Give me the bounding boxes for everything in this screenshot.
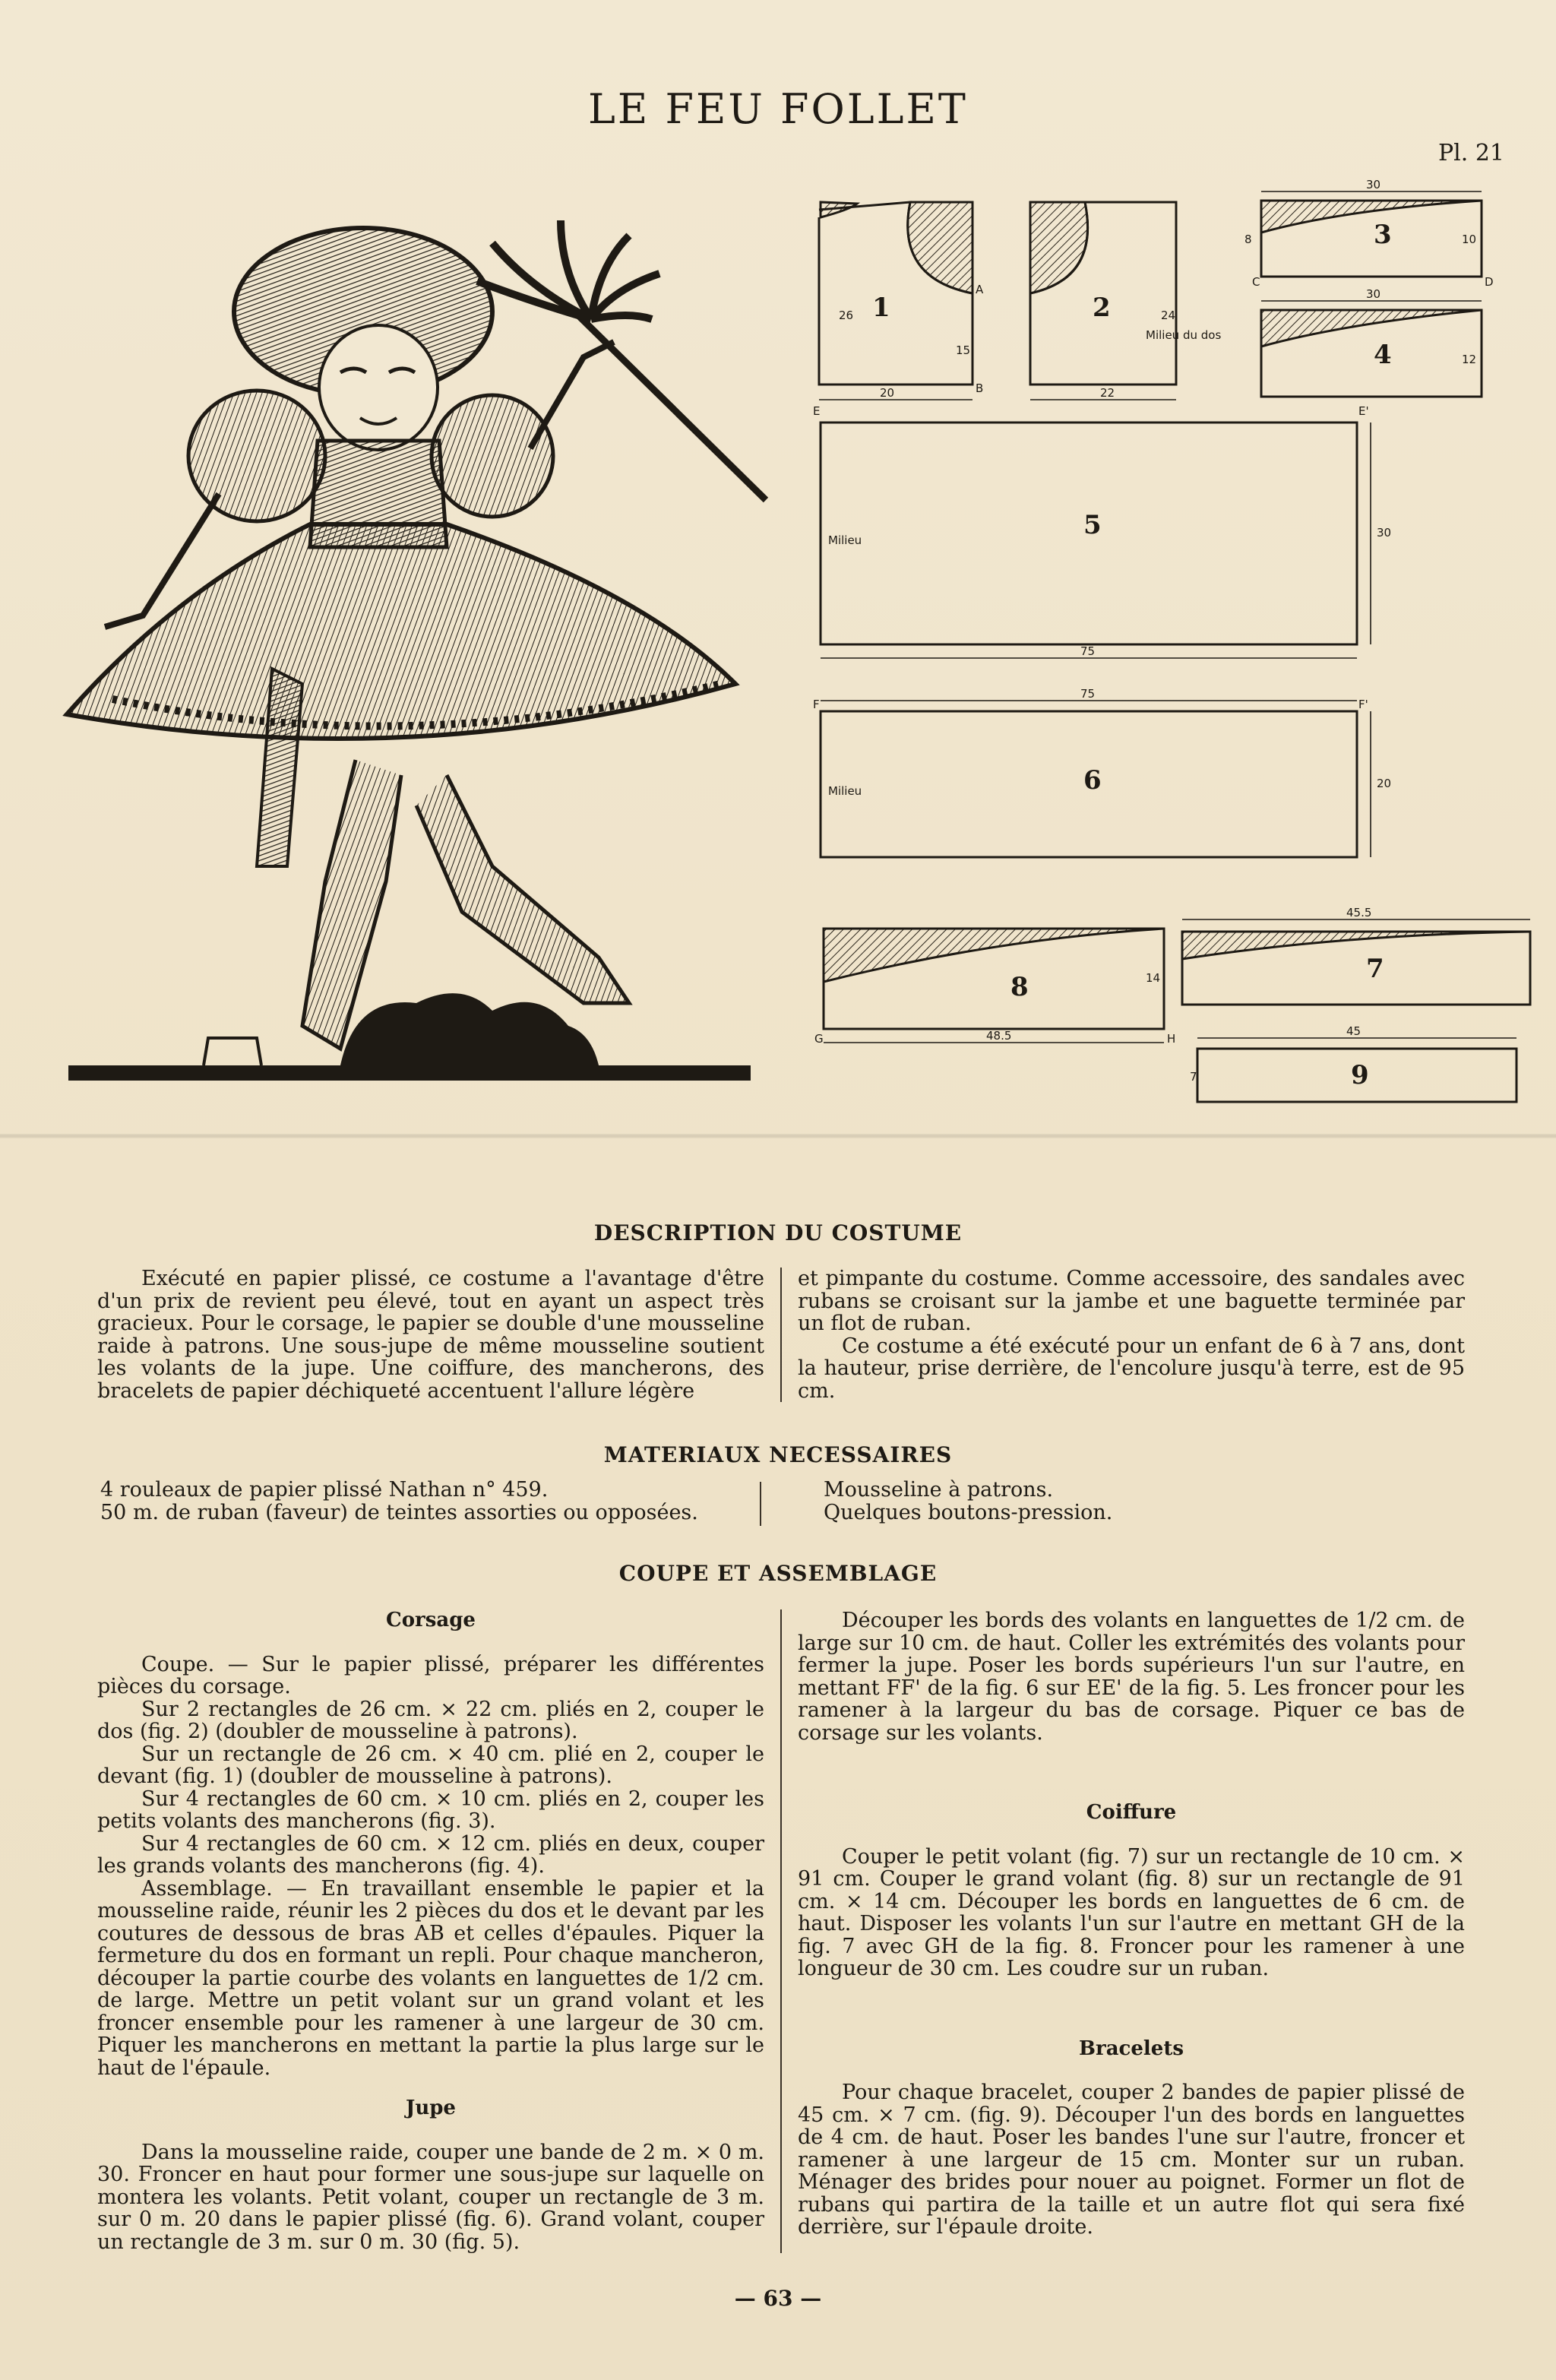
description-right bbox=[798, 1268, 1465, 1402]
point-f-prime: F' bbox=[1358, 698, 1368, 711]
costume-illustration bbox=[67, 198, 766, 1091]
dim-30: 30 bbox=[1366, 178, 1381, 191]
corsage-paragraph: Sur un rectangle de 26 cm. × 40 cm. plié en 2, couper le devant (fig. 1) (doubler de mousseline à patrons). bbox=[97, 1742, 764, 1788]
subheading-jupe: Jupe bbox=[406, 2097, 456, 2119]
subheading-corsage: Corsage bbox=[386, 1609, 476, 1632]
materials-right bbox=[824, 1479, 1431, 1524]
dim-45-5: 45.5 bbox=[1346, 906, 1372, 919]
dim-30-skirt: 30 bbox=[1377, 526, 1392, 540]
assembly-right bbox=[798, 1609, 1465, 2253]
dim-48-5: 48.5 bbox=[986, 1029, 1012, 1043]
jupe-paragraph: Dans la mousseline raide, couper une bande de 2 m. × 0 m. 30. Froncer en haut pour former une sous-jupe sur laquelle on montera les volants. Petit volant, couper un rectangle de 3 m. sur 0 m. 20 dans le papier plissé (fig. 6). Grand volant, couper un rectangle de 3 m. sur 0 m. 30 (fig. 5). bbox=[97, 2140, 764, 2254]
assembly-columns bbox=[97, 1609, 1465, 2253]
point-b: B bbox=[976, 381, 984, 395]
piece-number-3: 3 bbox=[1374, 220, 1392, 250]
label-milieu-6: Milieu bbox=[828, 784, 862, 798]
dim-22: 22 bbox=[1100, 386, 1115, 400]
point-g: G bbox=[814, 1032, 824, 1046]
point-e: E bbox=[813, 404, 821, 418]
page-number: — 63 — bbox=[734, 2286, 822, 2311]
column-divider bbox=[780, 1268, 782, 1402]
jupe-continued-paragraph: Découper les bords des volants en languettes de 1/2 cm. de large sur 10 cm. de haut. Coller les extrémités des volants pour fermer la jupe. Poser les bords supérieurs l'un sur l'autre, en mettant FF' de la fig. 6 sur EE' de la fig. 5. Les froncer pour les ramener à la largeur du bas de corsage. Piquer ce bas de corsage sur les volants. bbox=[798, 1609, 1465, 1745]
corsage-paragraph: Sur 2 rectangles de 26 cm. × 22 cm. pliés en 2, couper le dos (fig. 2) (doubler de mousseline à patrons). bbox=[97, 1697, 764, 1743]
label-milieu-dos: Milieu du dos bbox=[1146, 328, 1222, 342]
corsage-paragraph: Sur 4 rectangles de 60 cm. × 12 cm. pliés en deux, couper les grands volants des mancherons (fig. 4). bbox=[97, 1831, 764, 1878]
dim-8: 8 bbox=[1244, 233, 1252, 246]
pattern-diagrams bbox=[811, 178, 1533, 1111]
piece-number-6: 6 bbox=[1083, 765, 1102, 796]
dim-45: 45 bbox=[1346, 1024, 1362, 1038]
page-fold bbox=[0, 1134, 1556, 1138]
bracelets-paragraph: Pour chaque bracelet, couper 2 bandes de papier plissé de 45 cm. × 7 cm. (fig. 9). Découper l'un des bords en languettes de 4 cm. de haut. Poser les bandes l'une sur l'autre, froncer et ramener à une largeur de 15 cm. Monter sur un ruban. Ménager des brides pour nouer au poignet. Former un flot de rubans qui partira de la taille et un autre flot qui sera fixé derrière, sur l'épaule droite. bbox=[798, 2081, 1465, 2239]
dim-15: 15 bbox=[956, 343, 971, 357]
subheading-bracelets: Bracelets bbox=[1079, 2037, 1184, 2060]
dim-26: 26 bbox=[839, 309, 854, 322]
heading-materials: MATERIAUX NECESSAIRES bbox=[603, 1442, 953, 1467]
column-divider bbox=[760, 1482, 761, 1526]
subheading-coiffure: Coiffure bbox=[1086, 1801, 1177, 1824]
corsage-paragraph: Assemblage. — En travaillant ensemble le papier et la mousseline raide, réunir les 2 pièces du dos et le devant par les coutures de dessous de bras AB et celles d'épaules. Piquer la fermeture du dos en formant un repli. Pour chaque mancheron, découper la partie courbe des volants en languettes de 1/2 cm. de large. Mettre un petit volant sur un grand volant et les froncer ensemble pour les ramener à une largeur de 30 cm. Piquer les mancherons en mettant la partie la plus large sur le haut de l'épaule. bbox=[97, 1876, 764, 2080]
point-a: A bbox=[976, 283, 984, 296]
point-e-prime: E' bbox=[1358, 404, 1369, 418]
corsage-paragraph: Sur 4 rectangles de 60 cm. × 10 cm. pliés en 2, couper les petits volants des mancherons (fig. 3). bbox=[97, 1787, 764, 1833]
dim-14: 14 bbox=[1146, 971, 1161, 985]
dim-75-b: 75 bbox=[1080, 687, 1096, 701]
dim-30-b: 30 bbox=[1366, 287, 1381, 301]
piece-number-1: 1 bbox=[872, 293, 890, 323]
material-item: Mousseline à patrons. bbox=[824, 1478, 1054, 1502]
assembly-left bbox=[97, 1609, 764, 2253]
piece-number-5: 5 bbox=[1083, 510, 1102, 540]
description-paragraph: Ce costume a été exécuté pour un enfant de 6 à 7 ans, dont la hauteur, prise derrière, de l'encolure jusqu'à terre, est de 95 cm. bbox=[798, 1334, 1465, 1403]
corsage-paragraph: Coupe. — Sur le papier plissé, préparer les différentes pièces du corsage. bbox=[97, 1652, 764, 1698]
dim-12: 12 bbox=[1462, 353, 1477, 366]
point-h: H bbox=[1167, 1032, 1176, 1046]
dim-20-skirt: 20 bbox=[1377, 777, 1392, 790]
dim-20: 20 bbox=[880, 386, 895, 400]
dim-10: 10 bbox=[1462, 233, 1477, 246]
material-item: 4 rouleaux de papier plissé Nathan n° 459. bbox=[100, 1478, 549, 1502]
piece-number-7: 7 bbox=[1366, 954, 1384, 984]
heading-description: DESCRIPTION DU COSTUME bbox=[593, 1220, 963, 1245]
description-left bbox=[97, 1268, 764, 1402]
materials-left bbox=[100, 1479, 754, 1524]
coiffure-paragraph: Couper le petit volant (fig. 7) sur un rectangle de 10 cm. × 91 cm. Couper le grand volant (fig. 8) sur un rectangle de 91 cm. × 14 cm. Découper les bords en languettes de 6 cm. de haut. Disposer les volants l'un sur l'autre en mettant GH de la fig. 7 avec GH de la fig. 8. Froncer pour les ramener à une longueur de 30 cm. Les coudre sur un ruban. bbox=[798, 1844, 1465, 1980]
description-paragraph: Exécuté en papier plissé, ce costume a l'avantage d'être d'un prix de revient peu élevé, tout en ayant un aspect très gracieux. Pour le corsage, le papier se double d'une mousseline raide à patrons. Une sous-jupe de même mousseline soutient les volants de la jupe. Une coiffure, des mancherons, des bracelets de papier déchiqueté accentuent l'allure légère bbox=[97, 1267, 764, 1403]
piece-number-4: 4 bbox=[1374, 340, 1392, 370]
page-title: LE FEU FOLLET bbox=[588, 85, 968, 133]
description-paragraph: et pimpante du costume. Comme accessoire, des sandales avec rubans se croisant sur la jambe et une baguette terminée par un flot de ruban. bbox=[798, 1267, 1465, 1335]
plate-number: Pl. 21 bbox=[1437, 140, 1504, 166]
description-columns bbox=[97, 1268, 1465, 1402]
dim-7: 7 bbox=[1190, 1070, 1197, 1084]
heading-assembly: COUPE ET ASSEMBLAGE bbox=[618, 1561, 938, 1586]
point-c: C bbox=[1252, 275, 1260, 289]
dim-24: 24 bbox=[1161, 309, 1176, 322]
piece-number-9: 9 bbox=[1351, 1060, 1369, 1090]
dim-75: 75 bbox=[1080, 644, 1096, 658]
material-item: Quelques boutons-pression. bbox=[824, 1501, 1113, 1524]
label-milieu-5: Milieu bbox=[828, 533, 862, 547]
piece-number-8: 8 bbox=[1010, 972, 1029, 1002]
piece-number-2: 2 bbox=[1093, 293, 1111, 323]
point-d: D bbox=[1485, 275, 1494, 289]
column-divider bbox=[780, 1609, 782, 2253]
material-item: 50 m. de ruban (faveur) de teintes assorties ou opposées. bbox=[100, 1501, 698, 1524]
point-f: F bbox=[813, 698, 820, 711]
